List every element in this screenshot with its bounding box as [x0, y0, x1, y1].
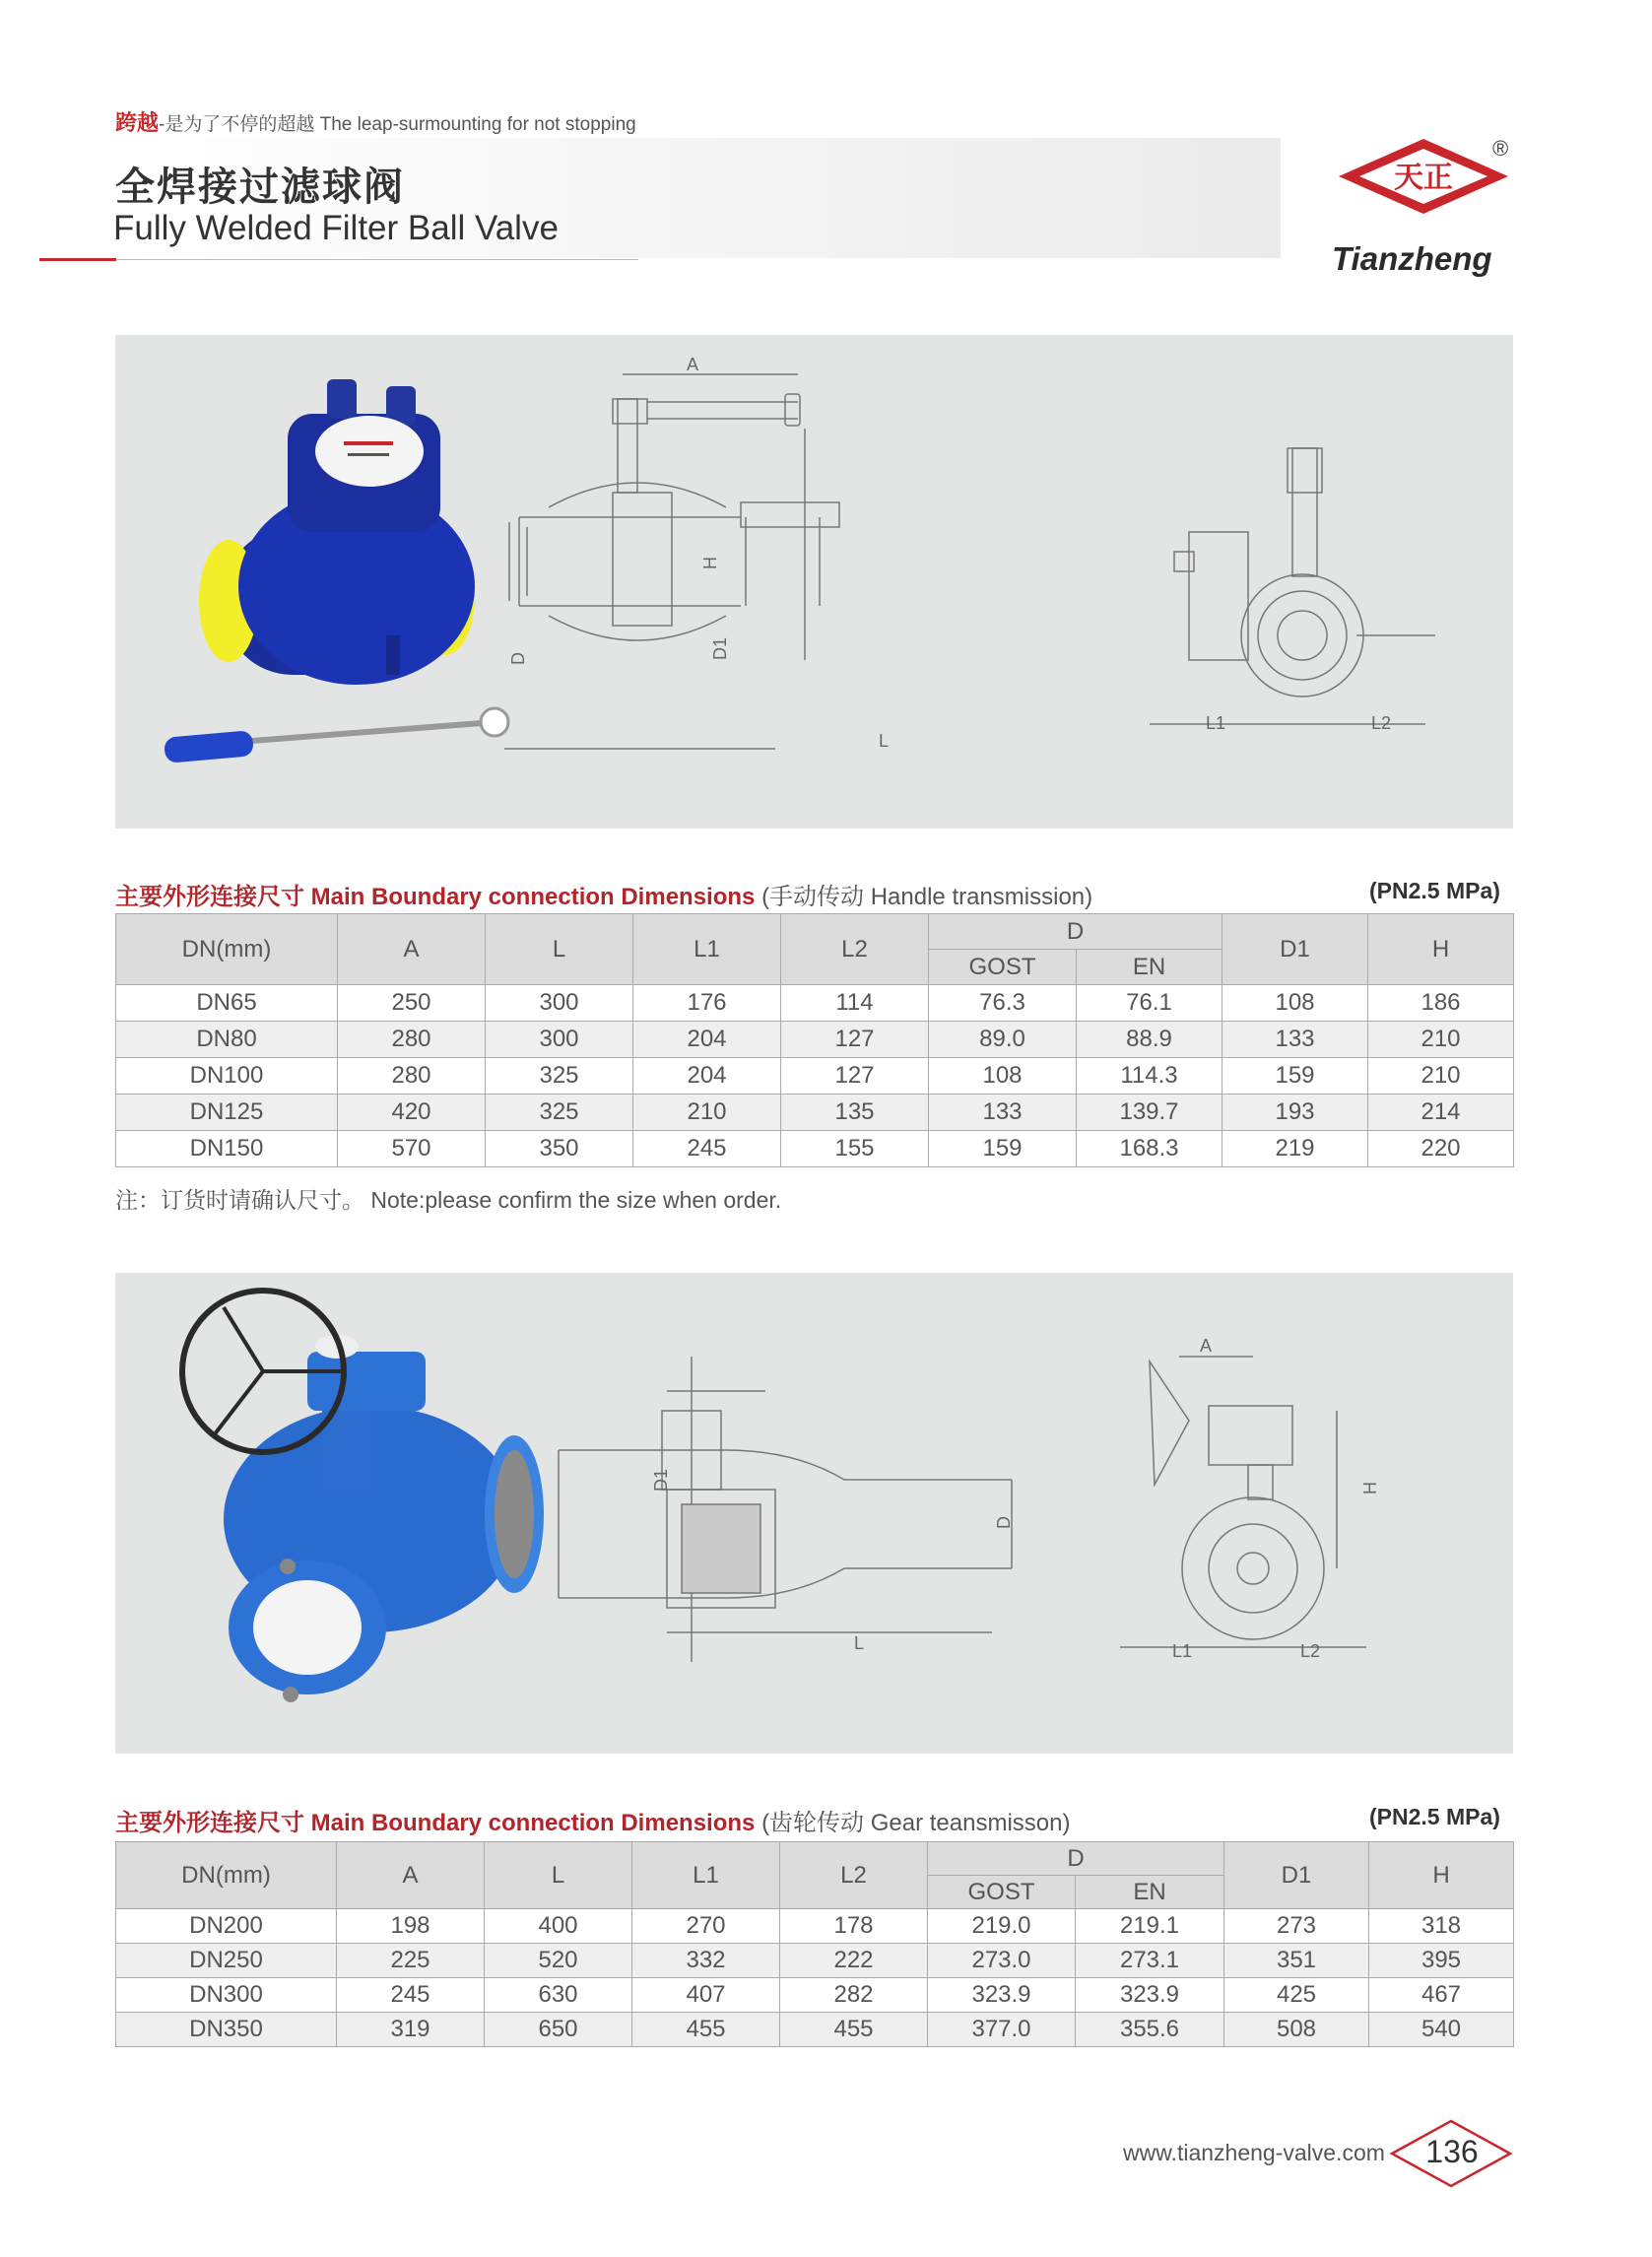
table-cell: DN250 — [116, 1944, 337, 1978]
dim-label-L2: L2 — [1371, 713, 1392, 733]
table-cell: 168.3 — [1077, 1131, 1222, 1167]
page-number: 136 — [1425, 2134, 1479, 2169]
table-cell: 325 — [486, 1058, 633, 1095]
table-cell: DN350 — [116, 2013, 337, 2047]
table-cell: 186 — [1368, 985, 1514, 1022]
table-cell: 650 — [485, 2013, 632, 2047]
tagline — [115, 106, 636, 137]
table-cell: 319 — [337, 2013, 485, 2047]
table-cell: 159 — [1222, 1058, 1368, 1095]
dim-label-L: L — [879, 731, 890, 751]
table-cell: 323.9 — [1076, 1978, 1224, 2013]
dim-label-D: D — [508, 652, 528, 665]
title-rule-red — [39, 258, 116, 261]
table-cell: 407 — [632, 1978, 780, 2013]
table-cell: 88.9 — [1077, 1022, 1222, 1058]
dim-label-D1-gear: D1 — [651, 1468, 671, 1492]
col-header-a: A — [337, 1842, 485, 1909]
table-row — [116, 1131, 1514, 1167]
table-cell: 540 — [1369, 2013, 1514, 2047]
table-cell: 332 — [632, 1944, 780, 1978]
table-cell: 135 — [781, 1095, 929, 1131]
dimension-table-handle — [115, 913, 1514, 1167]
table1-heading — [115, 877, 1092, 911]
table-cell: DN200 — [116, 1909, 337, 1944]
col-header-gost: GOST — [929, 950, 1077, 985]
table1-heading-sub: (手动传动 Handle transmission) — [761, 884, 1093, 910]
col-header-h: H — [1368, 914, 1514, 985]
table-cell: 455 — [780, 2013, 928, 2047]
dim-label-D1: D1 — [710, 636, 730, 660]
tianzheng-logo-mark — [1335, 136, 1512, 217]
table-cell: 300 — [486, 985, 633, 1022]
table-cell: 280 — [338, 1058, 486, 1095]
product-panel-handle — [115, 335, 1513, 829]
table-cell: 219.0 — [928, 1909, 1076, 1944]
table-cell: 108 — [1222, 985, 1368, 1022]
table-cell: 219 — [1222, 1131, 1368, 1167]
table-cell: 219.1 — [1076, 1909, 1224, 1944]
table2-pressure: (PN2.5 MPa) — [1369, 1804, 1500, 1829]
table-cell: 250 — [338, 985, 486, 1022]
dim-label-H: H — [700, 557, 720, 569]
product-panel-gear — [115, 1273, 1513, 1754]
dim-label-L-gear: L — [854, 1633, 865, 1653]
col-header-d: D — [929, 914, 1222, 950]
table-cell: 198 — [337, 1909, 485, 1944]
table-row — [116, 2013, 1514, 2047]
col-header-en: EN — [1076, 1876, 1224, 1909]
handle-valve-front-drawing — [504, 374, 839, 749]
table-cell: 323.9 — [928, 1978, 1076, 2013]
order-note: 注：订货时请确认尺寸。 Note:please confirm the size when order. — [115, 1187, 782, 1213]
table-cell: 127 — [781, 1058, 929, 1095]
col-header-gost: GOST — [928, 1876, 1076, 1909]
table2-heading-sub: (齿轮传动 Gear teansmisson) — [761, 1810, 1071, 1836]
table-cell: 133 — [1222, 1022, 1368, 1058]
dim-label-L1-gear: L1 — [1172, 1641, 1193, 1661]
table-cell: 139.7 — [1077, 1095, 1222, 1131]
table-cell: 114 — [781, 985, 929, 1022]
table-cell: 222 — [780, 1944, 928, 1978]
table-cell: 270 — [632, 1909, 780, 1944]
table-cell: 210 — [1368, 1022, 1514, 1058]
dim-label-D-gear: D — [994, 1516, 1014, 1529]
table-cell: 245 — [633, 1131, 781, 1167]
table-cell: 282 — [780, 1978, 928, 2013]
page-title-cn: 全焊接过滤球阀 — [115, 166, 405, 209]
table-cell: 176 — [633, 985, 781, 1022]
gear-valve-side-drawing — [1120, 1357, 1366, 1647]
table-cell: 570 — [338, 1131, 486, 1167]
handle-valve-photo — [164, 379, 508, 763]
table-cell: 280 — [338, 1022, 486, 1058]
table-cell: 214 — [1368, 1095, 1514, 1131]
gear-valve-front-drawing — [559, 1357, 1012, 1662]
table-row — [116, 1909, 1514, 1944]
table-cell: 76.1 — [1077, 985, 1222, 1022]
table-cell: 395 — [1369, 1944, 1514, 1978]
col-header-d1: D1 — [1224, 1842, 1369, 1909]
logo-mark-text: 天正 — [1394, 162, 1453, 194]
table-row — [116, 1095, 1514, 1131]
col-header-d: D — [928, 1842, 1224, 1876]
table-cell: 245 — [337, 1978, 485, 2013]
table-cell: 273 — [1224, 1909, 1369, 1944]
table-cell: 210 — [633, 1095, 781, 1131]
table-cell: 108 — [929, 1058, 1077, 1095]
table2-heading — [115, 1803, 1070, 1837]
table-cell: 520 — [485, 1944, 632, 1978]
table-cell: 400 — [485, 1909, 632, 1944]
table-cell: DN150 — [116, 1131, 338, 1167]
table-cell: 155 — [781, 1131, 929, 1167]
table-cell: 377.0 — [928, 2013, 1076, 2047]
dimension-table-gear — [115, 1841, 1514, 2047]
dim-label-A: A — [687, 355, 699, 374]
table-cell: 630 — [485, 1978, 632, 2013]
table-cell: 210 — [1368, 1058, 1514, 1095]
col-header-d1: D1 — [1222, 914, 1368, 985]
table-cell: 133 — [929, 1095, 1077, 1131]
gear-valve-photo — [182, 1291, 544, 1702]
table-cell: 425 — [1224, 1978, 1369, 2013]
table-cell: 204 — [633, 1058, 781, 1095]
table-cell: 318 — [1369, 1909, 1514, 1944]
table-cell: 127 — [781, 1022, 929, 1058]
table-cell: 467 — [1369, 1978, 1514, 2013]
table-cell: 420 — [338, 1095, 486, 1131]
table-cell: 273.1 — [1076, 1944, 1224, 1978]
table-cell: 204 — [633, 1022, 781, 1058]
table-row — [116, 985, 1514, 1022]
dim-label-L1: L1 — [1206, 713, 1226, 733]
table-cell: DN80 — [116, 1022, 338, 1058]
col-header-dn: DN(mm) — [116, 914, 338, 985]
table-cell: DN65 — [116, 985, 338, 1022]
table-cell: 178 — [780, 1909, 928, 1944]
table-cell: 193 — [1222, 1095, 1368, 1131]
col-header-en: EN — [1077, 950, 1222, 985]
table-cell: 159 — [929, 1131, 1077, 1167]
col-header-l: L — [485, 1842, 632, 1909]
table-cell: 325 — [486, 1095, 633, 1131]
table-row — [116, 1058, 1514, 1095]
table-cell: 76.3 — [929, 985, 1077, 1022]
col-header-a: A — [338, 914, 486, 985]
col-header-l1: L1 — [633, 914, 781, 985]
table-cell: 455 — [632, 2013, 780, 2047]
tagline-lead: 跨越 — [115, 110, 160, 135]
table-cell: 220 — [1368, 1131, 1514, 1167]
dim-label-L2-gear: L2 — [1300, 1641, 1321, 1661]
table-cell: 355.6 — [1076, 2013, 1224, 2047]
table-cell: 351 — [1224, 1944, 1369, 1978]
table-cell: 300 — [486, 1022, 633, 1058]
table2-heading-title: 主要外形连接尺寸 Main Boundary connection Dimensions — [115, 1810, 756, 1836]
registered-mark: ® — [1492, 136, 1509, 161]
website-url: www.tianzheng-valve.com — [1123, 2140, 1385, 2165]
handle-valve-side-drawing — [1150, 448, 1435, 724]
table-row — [116, 1978, 1514, 2013]
tagline-rest: -是为了不停的超越 The leap-surmounting for not stopping — [159, 114, 636, 135]
table-cell: 114.3 — [1077, 1058, 1222, 1095]
table-cell: DN300 — [116, 1978, 337, 2013]
dim-label-H-gear: H — [1360, 1482, 1380, 1494]
col-header-l1: L1 — [632, 1842, 780, 1909]
table-cell: 89.0 — [929, 1022, 1077, 1058]
table-cell: 273.0 — [928, 1944, 1076, 1978]
table-cell: 350 — [486, 1131, 633, 1167]
col-header-l2: L2 — [780, 1842, 928, 1909]
table-cell: 225 — [337, 1944, 485, 1978]
table-cell: DN100 — [116, 1058, 338, 1095]
title-rule-grey — [116, 259, 638, 260]
col-header-l2: L2 — [781, 914, 929, 985]
table1-heading-title: 主要外形连接尺寸 Main Boundary connection Dimensions — [115, 884, 756, 910]
page-title-en: Fully Welded Filter Ball Valve — [113, 209, 559, 247]
logo-name: Tianzheng — [1332, 240, 1492, 277]
col-header-h: H — [1369, 1842, 1514, 1909]
table-row — [116, 1944, 1514, 1978]
col-header-dn: DN(mm) — [116, 1842, 337, 1909]
table-cell: 508 — [1224, 2013, 1369, 2047]
col-header-l: L — [486, 914, 633, 985]
dim-label-A-gear: A — [1200, 1336, 1213, 1356]
table-cell: DN125 — [116, 1095, 338, 1131]
table1-pressure: (PN2.5 MPa) — [1369, 878, 1500, 903]
table-row — [116, 1022, 1514, 1058]
